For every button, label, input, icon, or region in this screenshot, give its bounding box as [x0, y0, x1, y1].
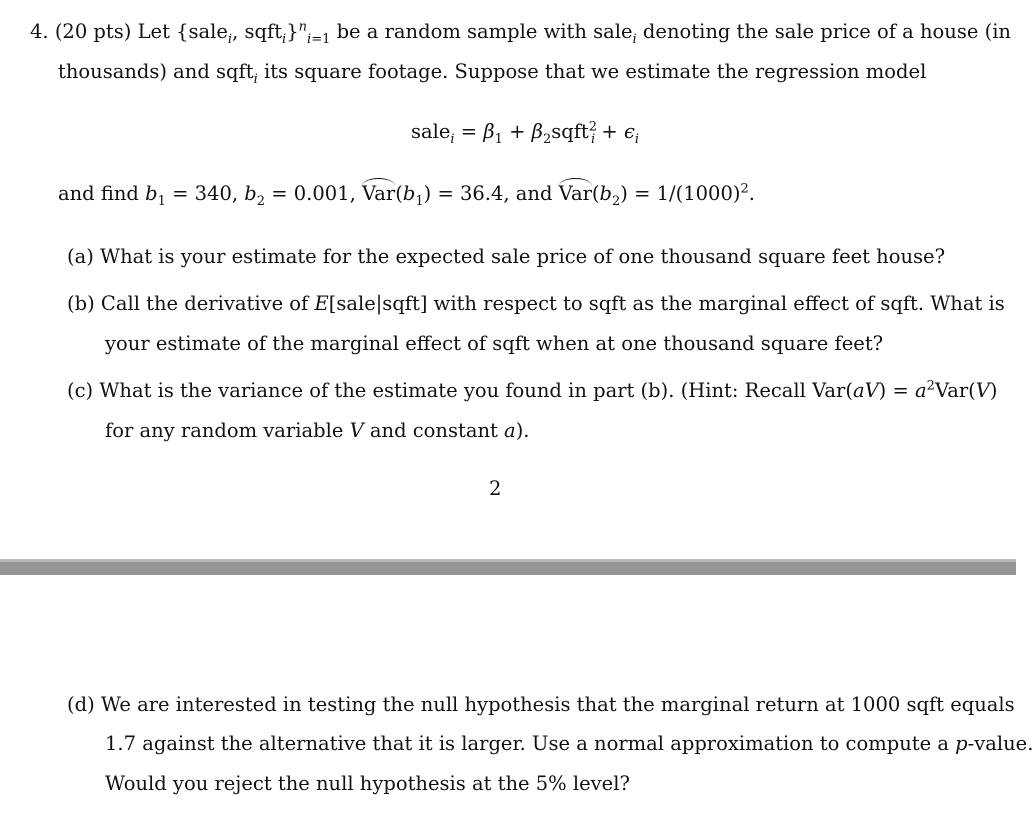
problem-points: (20 pts) — [54, 20, 132, 43]
regression-equation: sale$_i$ = $\beta_1$ + $\beta_2sqft^2_i + \epsilon_i$ — [411, 119, 640, 147]
part-c-line-2: for any random variable V and constant a). — [105, 419, 530, 442]
part-b-label: (b) — [67, 292, 95, 315]
page-number: 2 — [489, 477, 502, 500]
page-separator — [0, 562, 1016, 575]
part-d-line-1: (d) We are interested in testing the null hypothesis that the marginal return at 1000 sqft equals — [67, 693, 1015, 716]
part-b-line-2: your estimate of the marginal effect of sqft when at one thousand square feet? — [105, 332, 884, 355]
problem-intro-line-2: thousands) and sqft$_i$ its square footage. Suppose that we estimate the regression model — [58, 60, 927, 87]
part-d-line-3: Would you reject the null hypothesis at the 5% level? — [105, 772, 630, 795]
part-b-line-1: (b) Call the derivative of E[sale|sqft] with respect to sqft as the marginal effect of sqft. What is — [67, 292, 1005, 315]
estimates-line: and find $b_1 = 340$, $b_2 = 0.001$, $Var(b_1) = 36.4$, and $Var(b_2) = 1/(1000)^2$. — [58, 181, 755, 209]
part-c-line-1: (c) What is the variance of the estimate you found in part (b). (Hint: Recall $Var(aV) = a^2Var(V)$ — [67, 378, 998, 402]
part-d-line-2: 1.7 against the alternative that it is larger. Use a normal approximation to compute a p-value. — [105, 732, 1033, 755]
problem-number: 4. — [30, 20, 49, 43]
part-d-label: (d) — [67, 693, 95, 716]
problem-intro-line-1: 4. (20 pts) Let {sale$_i$, sqft$_i$}$^n_{i=1}$ be a random sample with sale$_i$ denoting the sale price of a house (in — [30, 19, 1011, 47]
part-a: (a) What is your estimate for the expected sale price of one thousand square feet house? — [67, 245, 946, 268]
part-a-label: (a) — [67, 245, 94, 268]
var-hat: Var — [362, 182, 396, 205]
part-c-label: (c) — [67, 379, 94, 402]
